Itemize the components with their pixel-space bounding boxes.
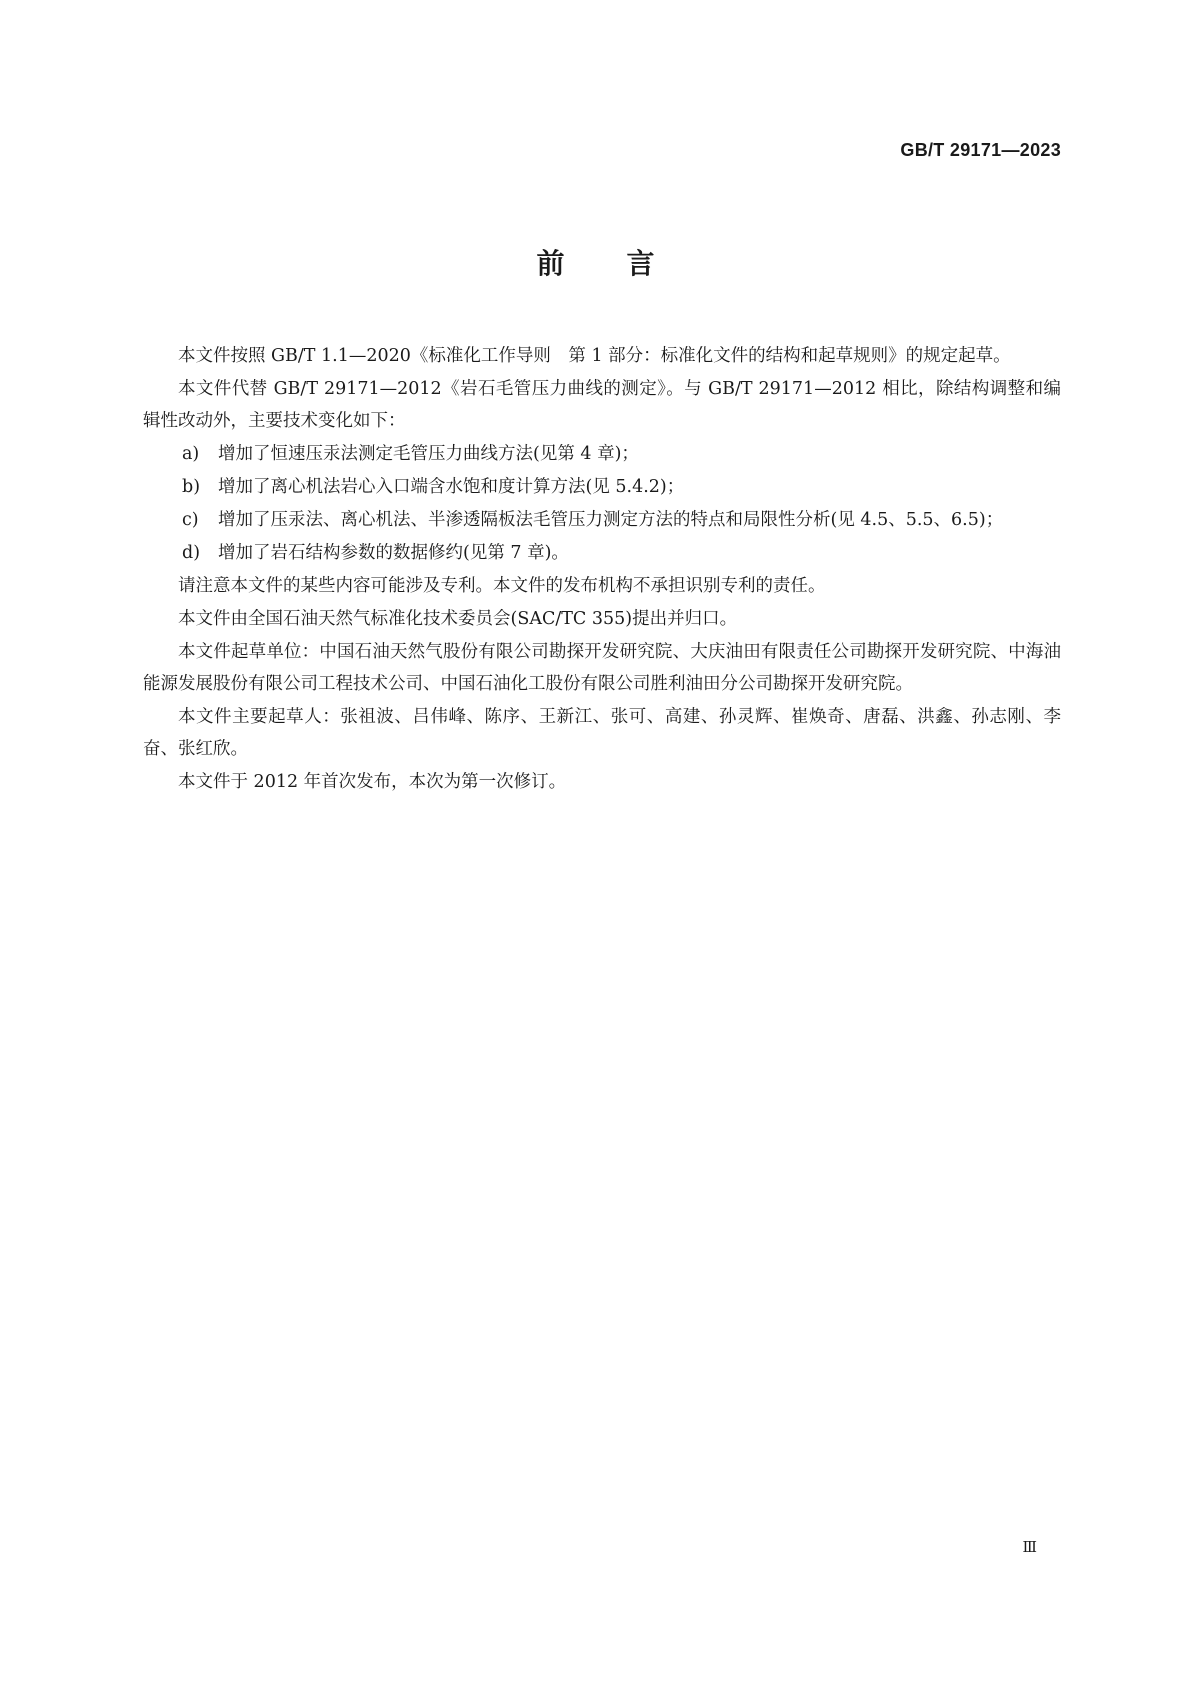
list-marker: c) [182, 510, 199, 530]
list-marker: a) [182, 444, 200, 464]
document-body [143, 340, 1061, 799]
list-text: 增加了岩石结构参数的数据修约(见第 7 章)。 [218, 543, 569, 563]
paragraph-proposer: 本文件由全国石油天然气标准化技术委员会(SAC/TC 355)提出并归口。 [178, 609, 738, 629]
standard-number: GB/T 29171—2023 [900, 140, 1061, 160]
list-item [143, 471, 1061, 503]
paragraph-patent-notice: 请注意本文件的某些内容可能涉及专利。本文件的发布机构不承担识别专利的责任。 [178, 576, 826, 596]
paragraph-drafting-units: 本文件起草单位：中国石油天然气股份有限公司勘探开发研究院、大庆油田有限责任公司勘探开发研究院、中海油能源发展股份有限公司工程技术公司、中国石油化工股份有限公司胜利油田分公司勘探开发研究院。 [143, 642, 1061, 694]
page-title: 前言 [536, 247, 717, 280]
list-text: 增加了离心机法岩心入口端含水饱和度计算方法(见 5.4.2)； [218, 477, 685, 497]
list-item [143, 537, 1061, 569]
paragraph-replacement: 本文件代替 GB/T 29171—2012《岩石毛管压力曲线的测定》。与 GB/T 29171—2012 相比，除结构调整和编辑性改动外，主要技术变化如下： [143, 379, 1061, 431]
list-marker: d) [182, 543, 201, 563]
paragraph-drafters: 本文件主要起草人：张祖波、吕伟峰、陈序、王新江、张可、高建、孙灵辉、崔焕奇、唐磊、洪鑫、孙志刚、李奋、张红欣。 [143, 707, 1061, 759]
page-number: Ⅲ [1022, 1538, 1036, 1556]
paragraph-drafting-rules: 本文件按照 GB/T 1.1—2020《标准化工作导则 第 1 部分：标准化文件的结构和起草规则》的规定起草。 [178, 346, 1011, 366]
list-marker: b) [182, 477, 201, 497]
list-text: 增加了恒速压汞法测定毛管压力曲线方法(见第 4 章)； [218, 444, 639, 464]
list-item [143, 504, 1061, 536]
paragraph-history: 本文件于 2012 年首次发布，本次为第一次修订。 [178, 772, 567, 792]
list-item [143, 438, 1061, 470]
list-text: 增加了压汞法、离心机法、半渗透隔板法毛管压力测定方法的特点和局限性分析(见 4.5、5.5、6.5)； [218, 510, 1004, 530]
